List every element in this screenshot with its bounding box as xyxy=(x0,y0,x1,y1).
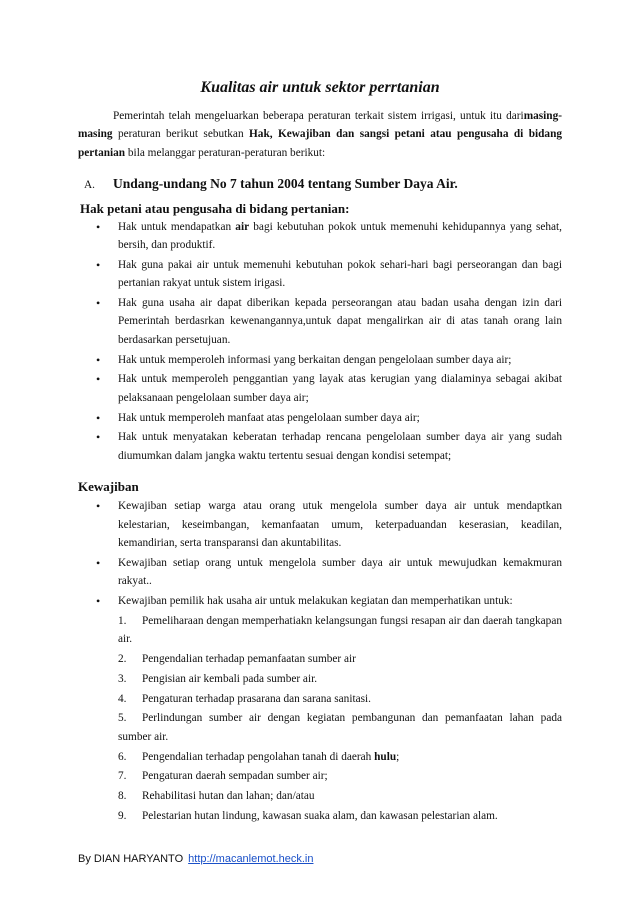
item-number: 5. xyxy=(118,712,127,725)
item-text: Pengaturan daerah sempadan sumber air; xyxy=(142,770,328,783)
numbered-item xyxy=(78,670,562,688)
item-number: 9. xyxy=(118,810,127,823)
kewajiban-list xyxy=(78,497,562,610)
item-number: 3. xyxy=(118,672,127,685)
item-text: Pengaturan terhadap prasarana dan sarana sanitasi. xyxy=(142,692,371,705)
item-number: 4. xyxy=(118,692,127,705)
numbered-item xyxy=(78,690,562,708)
intro-bold-1: masing-masing xyxy=(78,110,562,141)
kewajiban-item xyxy=(78,554,562,591)
hak-item-text: Hak guna usaha air dapat diberikan kepada perseorangan atau badan usaha dengan izin dari Pemerintah berdasrkan kewenangannya,untuk dapat mengalirkan air di atas tanah orang lain berdasarkan persetujuan. xyxy=(118,297,562,346)
document-title: Kualitas air untuk sektor perrtanian xyxy=(200,79,440,96)
item-text: Pelestarian hutan lindung, kawasan suaka alam, dan kawasan pelestarian alam. xyxy=(142,810,498,823)
hak-item xyxy=(78,256,562,293)
bullet-icon: • xyxy=(96,410,101,425)
bullet-icon: • xyxy=(96,296,101,311)
item-number: 7. xyxy=(118,770,127,783)
hak-item-text: Hak untuk memperoleh manfaat atas pengelolaan sumber daya air; xyxy=(118,411,420,424)
page-footer xyxy=(78,853,313,865)
item-text: Pengendalian terhadap pemanfaatan sumber air xyxy=(142,653,356,666)
hak-item xyxy=(78,294,562,349)
bullet-icon: • xyxy=(96,257,101,272)
numbered-item xyxy=(78,767,562,785)
numbered-item xyxy=(78,748,562,766)
bullet-icon: • xyxy=(96,352,101,367)
section-title: Undang-undang No 7 tahun 2004 tentang Sumber Daya Air. xyxy=(113,176,458,192)
hak-item-text: bagi kebutuhan pokok untuk memenuhi kehidupannya yang sehat, bersih, dan produktif. xyxy=(118,220,562,252)
numbered-list xyxy=(78,612,562,826)
bullet-icon: • xyxy=(96,594,101,609)
hak-item xyxy=(78,428,562,465)
hak-heading: Hak petani atau pengusaha di bidang pertanian: xyxy=(80,200,350,216)
numbered-item xyxy=(78,612,562,649)
intro-paragraph xyxy=(78,107,562,162)
section-a-heading xyxy=(78,175,562,194)
hak-item-text: Hak untuk menyatakan keberatan terhadap rencana pengelolaan sumber daya air yang sudah diumumkan dalam jangka waktu tertentu sesuai dengan kondisi setempat; xyxy=(118,431,562,462)
numbered-item xyxy=(78,807,562,825)
kewajiban-item xyxy=(78,497,562,552)
item-number: 1. xyxy=(118,614,127,627)
footer-author: By DIAN HARYANTO xyxy=(78,853,184,865)
kewajiban-item xyxy=(78,592,562,610)
numbered-item xyxy=(78,709,562,746)
kewajiban-heading: Kewajiban xyxy=(78,479,139,495)
hak-item-text: Hak guna pakai air untuk memenuhi kebutuhan pokok sehari-hari bagi perseorangan dan bagi pertanian rakyat untuk sistem irigasi. xyxy=(118,258,562,290)
item-number: 2. xyxy=(118,653,127,666)
bullet-icon: • xyxy=(96,219,101,234)
hak-item xyxy=(78,409,562,427)
document-page xyxy=(78,78,562,827)
bullet-icon: • xyxy=(96,430,101,445)
item-text: Pemeliharaan dengan memperhatiakn kelangsungan fungsi resapan air dan daerah tangkapan air. xyxy=(118,614,562,646)
section-letter: A. xyxy=(84,179,95,192)
hak-item xyxy=(78,218,562,255)
intro-bold-2: Hak, Kewajiban dan sangsi petani atau pengusaha di bidang pertanian xyxy=(78,128,563,159)
item-text: Perlindungan sumber air dengan kegiatan pembangunan dan pemanfaatan lahan pada sumber air. xyxy=(118,712,562,743)
intro-text-2: peraturan berikut sebutkan xyxy=(112,128,250,141)
hak-item-text: Hak untuk mendapatkan xyxy=(118,220,236,233)
hak-list xyxy=(78,218,562,466)
numbered-item xyxy=(78,650,562,668)
bullet-icon: • xyxy=(96,372,101,387)
item-text: Pengisian air kembali pada sumber air. xyxy=(142,672,318,685)
item-text: Pengendalian terhadap pengolahan tanah di daerah xyxy=(142,750,375,763)
item-bold: hulu xyxy=(374,750,397,763)
item-number: 6. xyxy=(118,750,127,763)
hak-item xyxy=(78,370,562,407)
numbered-item xyxy=(78,787,562,805)
footer-link[interactable]: http://macanlemot.heck.in xyxy=(188,853,314,865)
bullet-icon: • xyxy=(96,499,101,514)
intro-text-3: bila melanggar peraturan-peraturan berikut: xyxy=(125,146,326,159)
hak-item xyxy=(78,351,562,369)
item-tail: ; xyxy=(396,750,400,763)
kewajiban-item-text: Kewajiban pemilik hak usaha air untuk melakukan kegiatan dan memperhatikan untuk: xyxy=(118,595,513,608)
kewajiban-item-text: Kewajiban setiap warga atau orang utuk mengelola sumber daya air untuk mendaptkan kelestarian, keseimbangan, kemanfaatan umum, keterpaduandan keserasian, keadilan, kemandirian, serta transparansi dan akuntabilitas. xyxy=(118,500,562,550)
hak-item-text: Hak untuk memperoleh informasi yang berkaitan dengan pengelolaan sumber daya air; xyxy=(118,353,512,366)
intro-text-1: Pemerintah telah mengeluarkan beberapa peraturan terkait sistem irrigasi, untuk itu dari xyxy=(113,110,524,122)
item-number: 8. xyxy=(118,790,127,803)
bullet-icon: • xyxy=(96,555,101,570)
hak-item-bold: air xyxy=(235,220,250,233)
item-text: Rehabilitasi hutan dan lahan; dan/atau xyxy=(142,790,315,803)
kewajiban-item-text: Kewajiban setiap orang untuk mengelola sumber daya air untuk mewujudkan kemakmuran rakyat.. xyxy=(118,556,562,588)
hak-item-text: Hak untuk memperoleh penggantian yang layak atas kerugian yang dialaminya sebagai akibat pelaksanaan pengelolaan sumber daya air; xyxy=(118,373,562,404)
